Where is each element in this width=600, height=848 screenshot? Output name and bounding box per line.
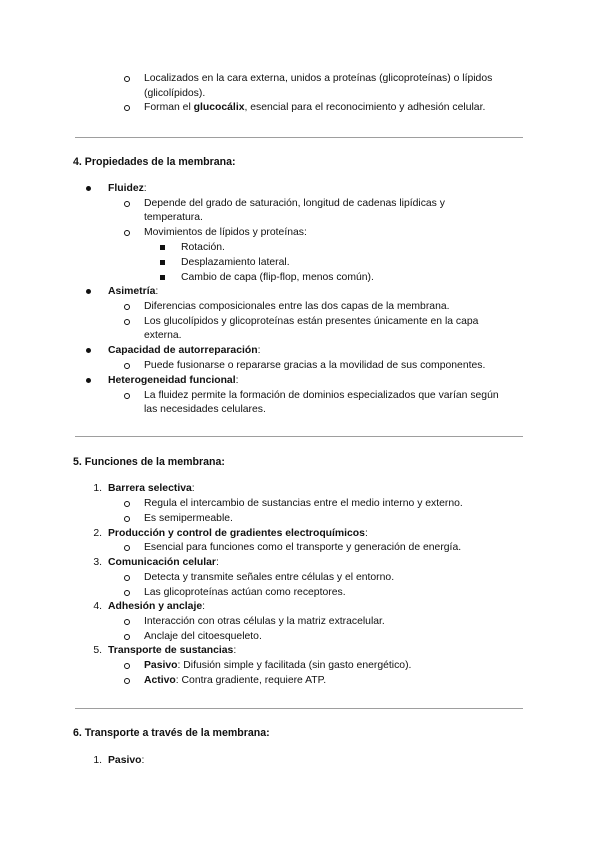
list-item: Diferencias composicionales entre las dos capas de la membrana. bbox=[144, 301, 450, 312]
divider bbox=[75, 137, 523, 138]
list-number: 1. bbox=[93, 755, 102, 766]
list-item: Regula el intercambio de sustancias entre el medio interno y externo. bbox=[144, 498, 463, 509]
list-item: Transporte de sustancias: bbox=[108, 645, 237, 656]
disc-bullet-icon bbox=[86, 289, 91, 294]
list-item: La fluidez permite la formación de dominios especializados que varían según bbox=[144, 390, 499, 401]
circle-bullet-icon bbox=[124, 634, 130, 640]
disc-bullet-icon bbox=[86, 378, 91, 383]
list-number: 4. bbox=[93, 601, 102, 612]
list-item: Anclaje del citoesqueleto. bbox=[144, 631, 262, 642]
list-item: Depende del grado de saturación, longitud de cadenas lipídicas y bbox=[144, 198, 445, 209]
list-item: Capacidad de autorreparación: bbox=[108, 345, 261, 356]
list-item: Forman el glucocálix, esencial para el reconocimiento y adhesión celular. bbox=[144, 102, 486, 113]
list-item-continuation: las necesidades celulares. bbox=[144, 404, 266, 415]
circle-bullet-icon bbox=[124, 363, 130, 369]
list-item-continuation: temperatura. bbox=[144, 212, 203, 223]
square-bullet-icon bbox=[160, 260, 165, 265]
list-item: Heterogeneidad funcional: bbox=[108, 375, 239, 386]
circle-bullet-icon bbox=[124, 319, 130, 325]
circle-bullet-icon bbox=[124, 304, 130, 310]
square-bullet-icon bbox=[160, 245, 165, 250]
list-item: Comunicación celular: bbox=[108, 557, 219, 568]
list-number: 3. bbox=[93, 557, 102, 568]
list-item: Puede fusionarse o repararse gracias a la movilidad de sus componentes. bbox=[144, 360, 486, 371]
circle-bullet-icon bbox=[124, 663, 130, 669]
square-bullet-icon bbox=[160, 275, 165, 280]
list-item: Activo: Contra gradiente, requiere ATP. bbox=[144, 675, 327, 686]
list-item-continuation: (glicolípidos). bbox=[144, 88, 206, 99]
circle-bullet-icon bbox=[124, 575, 130, 581]
list-item: Fluidez: bbox=[108, 183, 147, 194]
list-item: Pasivo: Difusión simple y facilitada (sin gasto energético). bbox=[144, 660, 412, 671]
list-item: Barrera selectiva: bbox=[108, 483, 195, 494]
section-heading: 5. Funciones de la membrana: bbox=[73, 456, 225, 468]
disc-bullet-icon bbox=[86, 348, 91, 353]
list-number: 1. bbox=[93, 483, 102, 494]
list-item: Producción y control de gradientes electroquímicos: bbox=[108, 528, 368, 539]
circle-bullet-icon bbox=[124, 76, 130, 82]
circle-bullet-icon bbox=[124, 393, 130, 399]
list-item: Movimientos de lípidos y proteínas: bbox=[144, 227, 307, 238]
circle-bullet-icon bbox=[124, 516, 130, 522]
list-item: Detecta y transmite señales entre células y el entorno. bbox=[144, 572, 395, 583]
circle-bullet-icon bbox=[124, 105, 130, 111]
section-heading: 4. Propiedades de la membrana: bbox=[73, 156, 236, 168]
list-number: 5. bbox=[93, 645, 102, 656]
section-heading: 6. Transporte a través de la membrana: bbox=[73, 727, 270, 739]
circle-bullet-icon bbox=[124, 619, 130, 625]
circle-bullet-icon bbox=[124, 545, 130, 551]
list-item: Localizados en la cara externa, unidos a proteínas (glicoproteínas) o lípidos bbox=[144, 73, 493, 84]
list-item: Las glicoproteínas actúan como receptores. bbox=[144, 587, 346, 598]
list-item: Los glucolípidos y glicoproteínas están presentes únicamente en la capa bbox=[144, 316, 479, 327]
list-item: Asimetría: bbox=[108, 286, 159, 297]
divider bbox=[75, 708, 523, 709]
list-item: Interacción con otras células y la matriz extracelular. bbox=[144, 616, 385, 627]
circle-bullet-icon bbox=[124, 230, 130, 236]
list-item: Adhesión y anclaje: bbox=[108, 601, 206, 612]
list-item: Rotación. bbox=[181, 242, 225, 253]
list-item: Desplazamiento lateral. bbox=[181, 257, 290, 268]
circle-bullet-icon bbox=[124, 201, 130, 207]
disc-bullet-icon bbox=[86, 186, 91, 191]
list-item: Cambio de capa (flip-flop, menos común). bbox=[181, 272, 374, 283]
circle-bullet-icon bbox=[124, 590, 130, 596]
list-item: Es semipermeable. bbox=[144, 513, 233, 524]
divider bbox=[75, 436, 523, 437]
circle-bullet-icon bbox=[124, 501, 130, 507]
list-number: 2. bbox=[93, 528, 102, 539]
list-item: Pasivo: bbox=[108, 755, 145, 766]
circle-bullet-icon bbox=[124, 678, 130, 684]
list-item: Esencial para funciones como el transporte y generación de energía. bbox=[144, 542, 462, 553]
list-item-continuation: externa. bbox=[144, 330, 182, 341]
